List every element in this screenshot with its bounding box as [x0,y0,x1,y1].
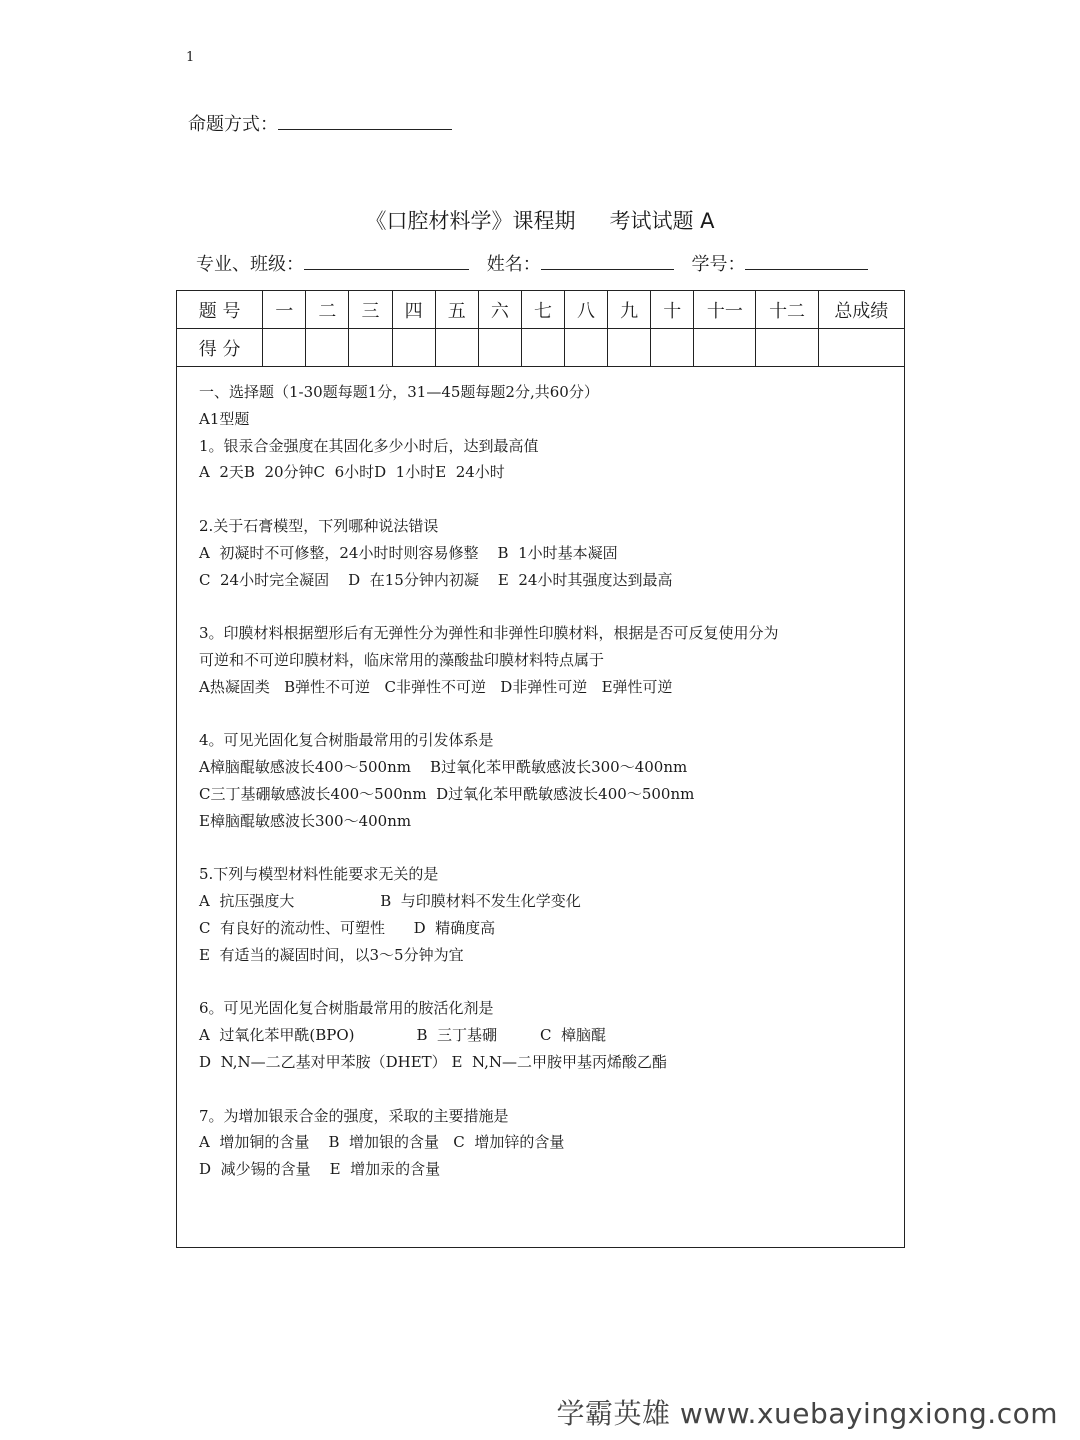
exam-title [0,205,1080,235]
major-label: 专业、班级： [196,254,304,275]
col-header: 十一 [694,291,756,329]
q7-options-2: D 减少锡的含量 E 增加汞的含量 [199,1160,441,1179]
col-header: 三 [349,291,392,329]
score-cell [756,329,818,367]
q4-stem: 4。可见光固化复合树脂最常用的引发体系是 [199,731,494,750]
col-header: 八 [565,291,608,329]
id-blank [745,251,868,270]
title-sub: 考试试题 A [609,209,715,233]
q3-options: A热凝固类 B弹性不可逆 C非弹性不可逆 D非弹性可逆 E弹性可逆 [199,677,673,696]
question-type: A1型题 [199,409,250,428]
score-cell [435,329,478,367]
score-cell [306,329,349,367]
q1-stem: 1。银汞合金强度在其固化多少小时后，达到最高值 [199,436,539,455]
q6-options-1: A 过氧化苯甲酰(BPO) B 三丁基硼 C 樟脑醌 [199,1026,606,1045]
score-cell [521,329,564,367]
name-label: 姓名： [486,254,541,275]
col-header: 九 [608,291,651,329]
question-content [199,379,894,1183]
method-label: 命题方式： [188,114,278,135]
watermark: 学霸英雄 www.xuebayingxiong.com [556,1397,1058,1430]
name-blank [541,251,674,270]
q5-options-2: C 有良好的流动性、可塑性 D 精确度高 [199,918,496,937]
question-box [176,367,905,1248]
q4-options-1: A樟脑醌敏感波长400～500nm B过氧化苯甲酰敏感波长300～400nm [199,758,688,777]
col-header: 六 [478,291,521,329]
col-header: 十二 [756,291,818,329]
q4-options-2: C三丁基硼敏感波长400～500nm D过氧化苯甲酰敏感波长400～500nm [199,784,695,803]
q5-options-1: A 抗压强度大 B 与印膜材料不发生化学变化 [199,892,581,911]
score-value-row [177,329,905,367]
method-row [188,110,452,136]
q2-options-1: A 初凝时不可修整，24小时时则容易修整 B 1小时基本凝固 [199,543,618,562]
col-header: 二 [306,291,349,329]
q3-stem-2: 可逆和不可逆印膜材料，临床常用的藻酸盐印膜材料特点属于 [199,650,605,669]
q5-stem: 5.下列与模型材料性能要求无关的是 [199,865,439,884]
score-cell [263,329,306,367]
col-header: 一 [263,291,306,329]
score-table [176,290,905,367]
col-header: 十 [651,291,694,329]
col-header-total: 总成绩 [818,291,904,329]
q1-options: A 2天B 20分钟C 6小时D 1小时E 24小时 [199,463,505,482]
col-header: 四 [392,291,435,329]
q7-stem: 7。为增加银汞合金的强度，采取的主要措施是 [199,1106,509,1125]
q6-stem: 6。可见光固化复合树脂最常用的胺活化剂是 [199,999,494,1018]
score-header-row [177,291,905,329]
q3-stem-1: 3。印膜材料根据塑形后有无弹性分为弹性和非弹性印膜材料，根据是否可反复使用分为 [199,624,779,643]
score-cell-total [818,329,904,367]
section-title: 一、选择题（1-30题每题1分，31—45题每题2分,共60分） [199,383,599,401]
score-cell [349,329,392,367]
student-info-row [196,250,868,276]
major-blank [304,251,469,270]
page-number: 1 [186,50,195,65]
score-cell [478,329,521,367]
q7-options-1: A 增加铜的含量 B 增加银的含量 C 增加锌的含量 [199,1133,565,1152]
q4-options-3: E樟脑醌敏感波长300～400nm [199,811,412,830]
col-header: 五 [435,291,478,329]
title-main: 《口腔材料学》课程期 [365,209,576,233]
score-cell [392,329,435,367]
score-cell [565,329,608,367]
q2-options-2: C 24小时完全凝固 D 在15分钟内初凝 E 24小时其强度达到最高 [199,570,673,589]
row-label-score: 得 分 [177,329,263,367]
q6-options-2: D N,N—二乙基对甲苯胺（DHET） E N,N—二甲胺甲基丙烯酸乙酯 [199,1052,667,1071]
id-label: 学号： [691,254,746,275]
col-header: 七 [521,291,564,329]
method-blank [278,111,452,130]
score-cell [694,329,756,367]
score-cell [608,329,651,367]
q2-stem: 2.关于石膏模型，下列哪种说法错误 [199,516,439,535]
row-label-question: 题 号 [177,291,263,329]
score-cell [651,329,694,367]
q5-options-3: E 有适当的凝固时间，以3～5分钟为宜 [199,945,464,964]
